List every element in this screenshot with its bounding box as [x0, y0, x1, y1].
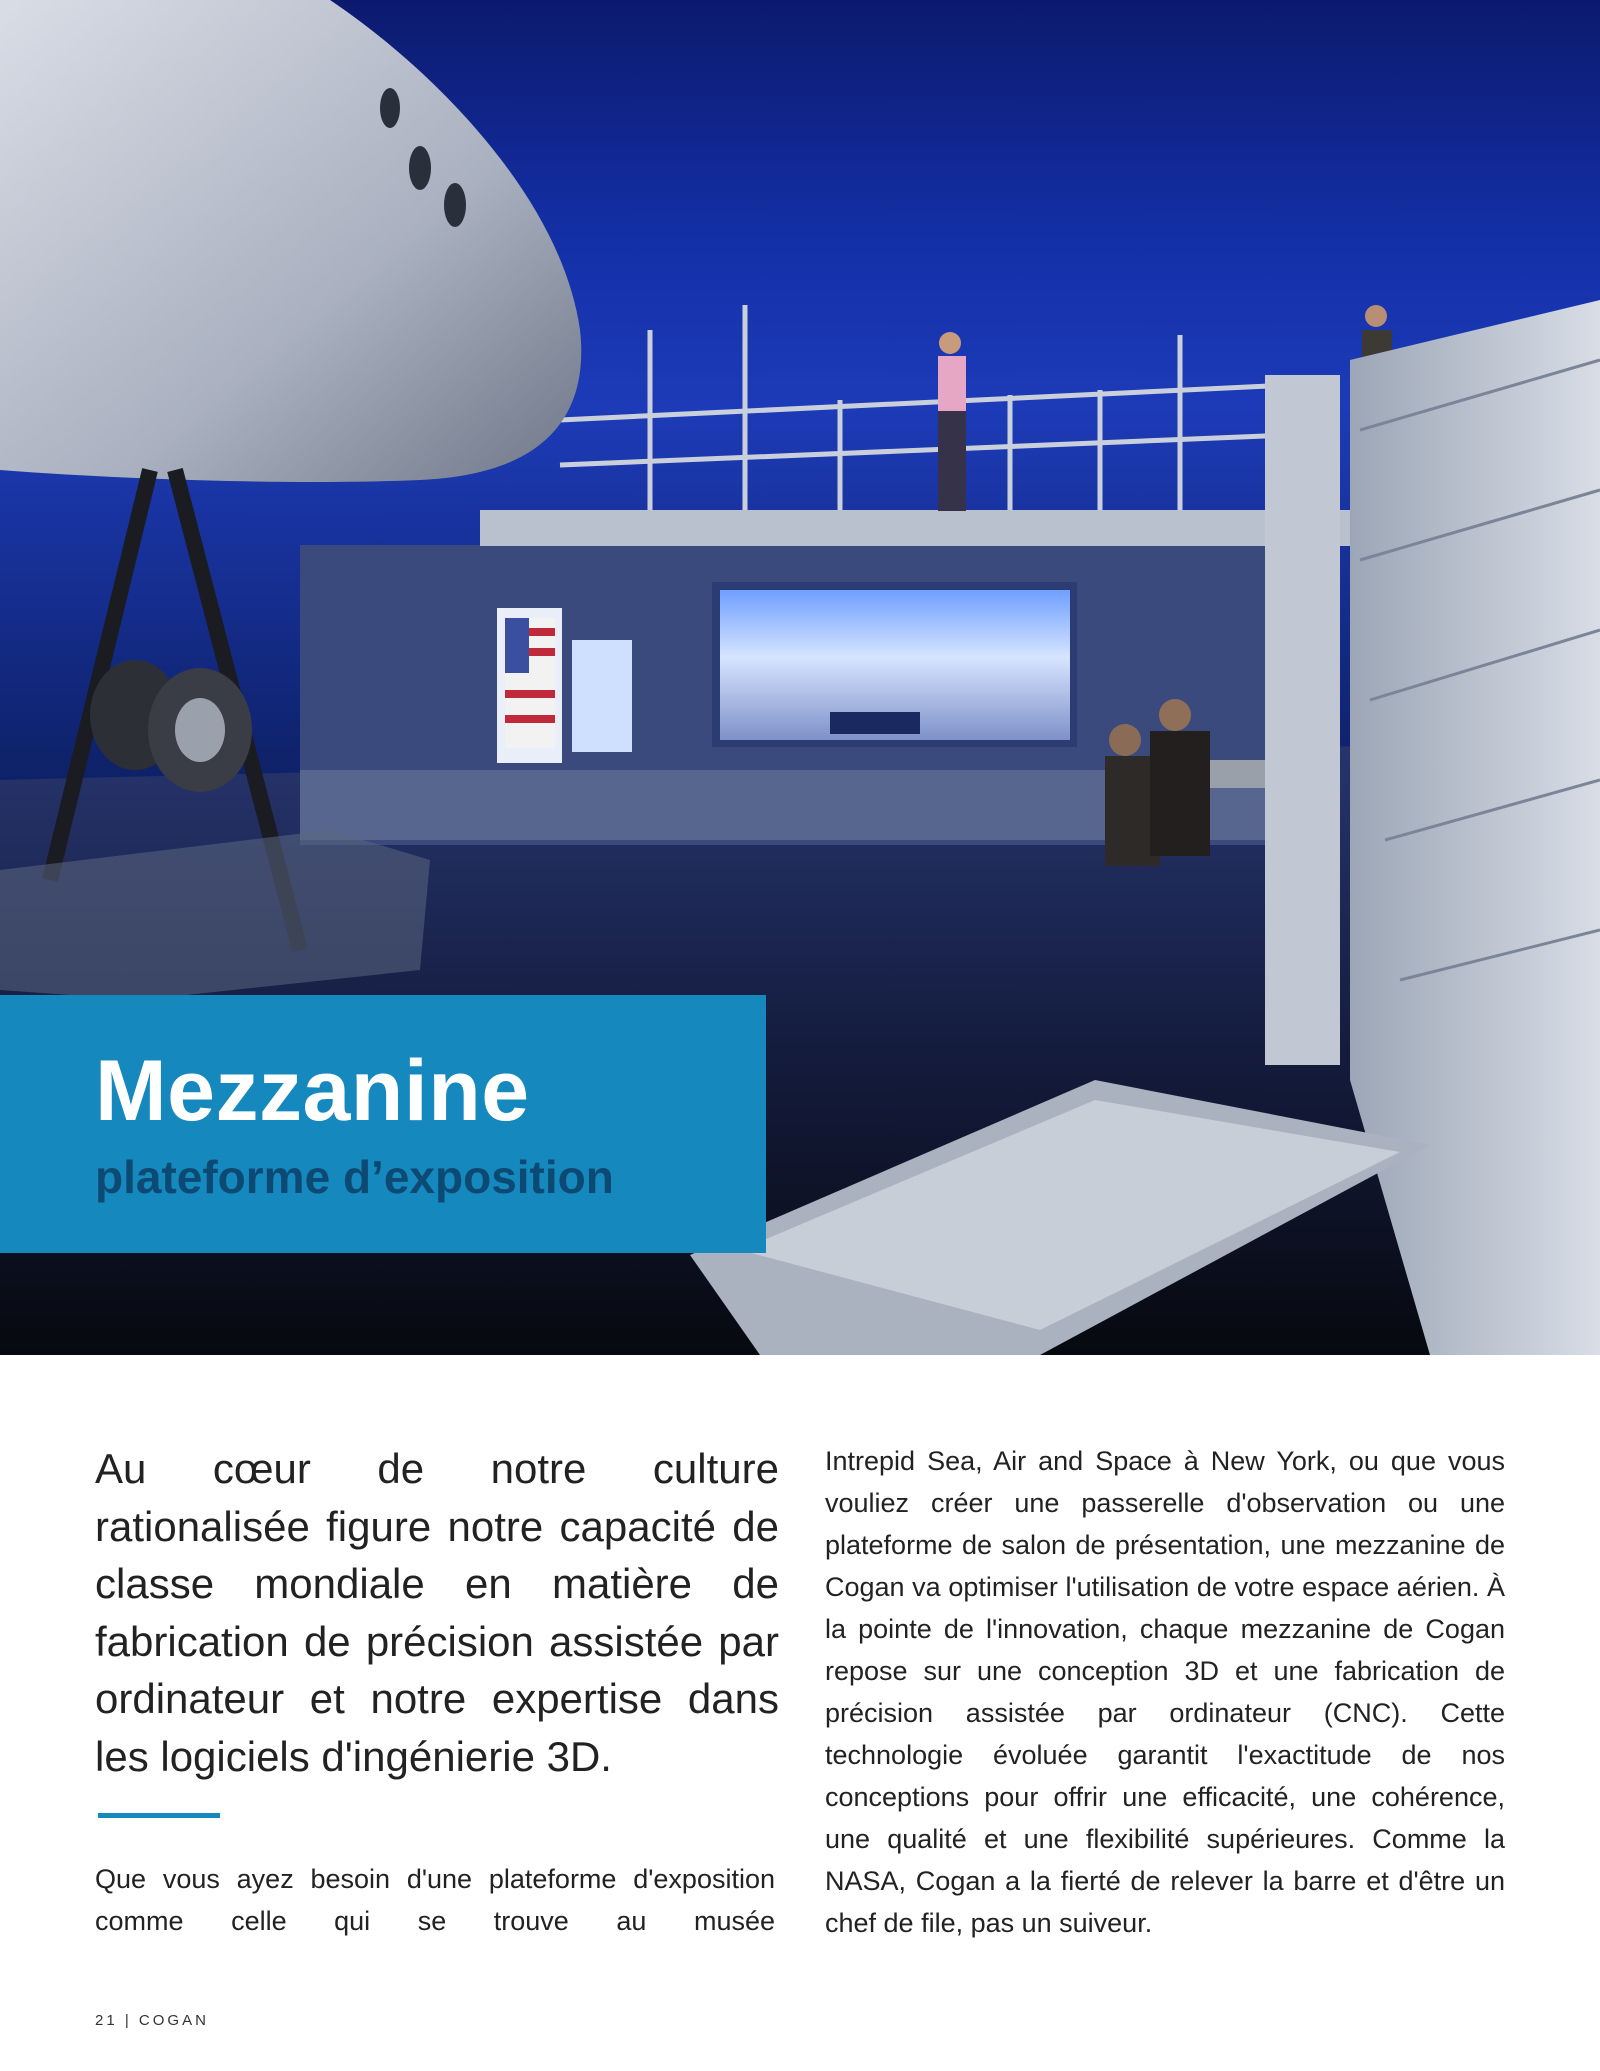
staircase: [1350, 300, 1600, 1355]
accent-divider: [98, 1813, 220, 1818]
page-footer: 21 | COGAN: [95, 2012, 209, 2029]
flag-icon: [505, 618, 555, 748]
mezzanine-deck: [480, 510, 1380, 546]
mezzanine-railing: [560, 305, 1290, 510]
page-title: Mezzanine: [95, 1043, 530, 1139]
poster-lightbox: [572, 640, 632, 752]
lead-paragraph: Au cœur de notre culture rationalisée figure notre capacité de classe mondiale en matière de fabrication de précision assistée par ordinateur et notre expertise dans les logiciels d'ingénierie 3D.: [95, 1445, 779, 1780]
body-paragraph-right: Intrepid Sea, Air and Space à New York, ou que vous vouliez créer une passerelle d'observation ou une plateforme de salon de présentation, une mezzanine de Cogan va optimiser l'utilisation de votre espace aérien. À la pointe de l'innovation, chaque mezzanine de Cogan repose sur une conception 3D et une fabrication de précision assistée par ordinateur (CNC). Cette technologie évoluée garantit l'exactitude de nos conceptions pour offrir une efficacité, une cohérence, une qualité et une flexibilité supérieures. Comme la NASA, Cogan a la fierté de relever la barre et d'être un chef de file, pas un suiveur.: [825, 1446, 1505, 1938]
body-paragraph-left: Que vous ayez besoin d'une plateforme d'exposition comme celle qui se trouve au musée: [95, 1864, 775, 1936]
page-subtitle: plateforme d’exposition: [95, 1151, 614, 1203]
space-shuttle: [0, 0, 581, 482]
visitor-upper: [938, 332, 966, 511]
stair-column: [1265, 375, 1340, 1065]
